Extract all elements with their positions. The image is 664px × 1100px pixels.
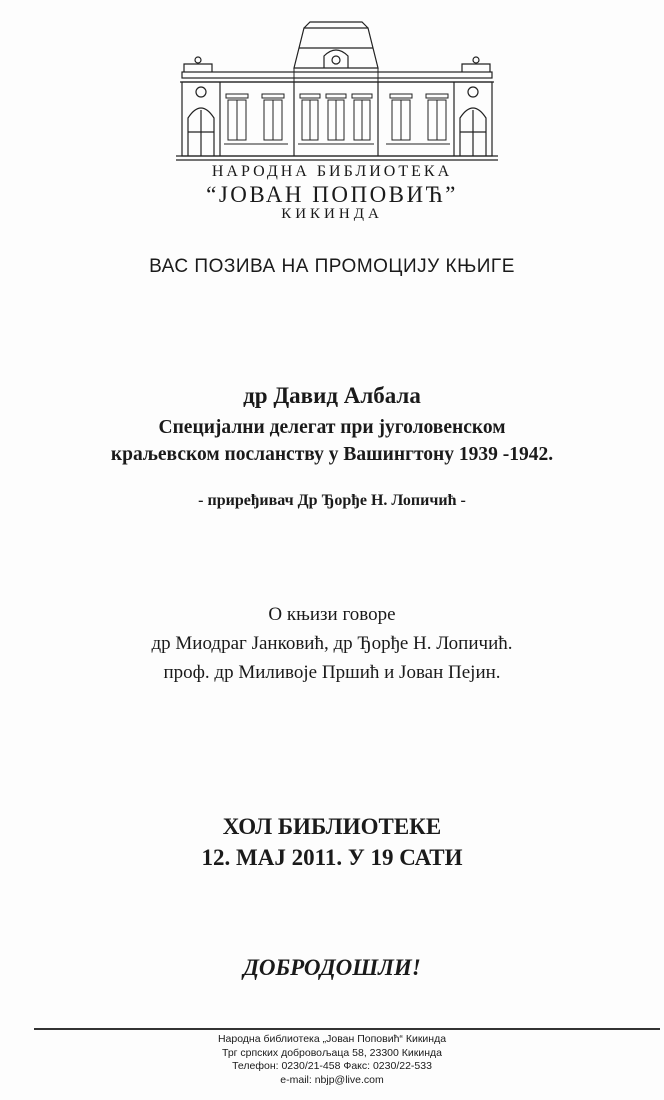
speakers-names: проф. др Миливоје Пршић и Јован Пејин. bbox=[163, 662, 501, 683]
footer-line: Телефон: 0230/21-458 Факс: 0230/22-533 bbox=[232, 1060, 432, 1072]
book-title-line: Специјални делегат при југоловенском bbox=[158, 417, 506, 438]
footer-contact bbox=[0, 1033, 664, 1087]
footer-divider bbox=[34, 1028, 660, 1030]
event-venue: ХОЛ БИБЛИОТЕКЕ bbox=[222, 814, 442, 839]
library-title: “ЈОВАН ПОПОВИЋ” bbox=[206, 182, 458, 207]
event-block bbox=[0, 811, 664, 873]
footer-line: Народна библиотека „Јован Поповић“ Кикинда bbox=[217, 1033, 447, 1045]
footer-line: Трг српских добровољаца 58, 23300 Кикинда bbox=[222, 1046, 442, 1059]
book-title bbox=[0, 414, 664, 468]
footer-email: e-mail: nbjp@live.com bbox=[280, 1073, 384, 1086]
speakers-intro: О књизи говоре bbox=[268, 604, 396, 625]
library-name: НАРОДНА БИБЛИОТЕКА bbox=[211, 163, 453, 180]
speakers-block bbox=[0, 600, 664, 687]
event-datetime: 12. МАЈ 2011. У 19 САТИ bbox=[201, 845, 463, 870]
invitation-text: ВАС ПОЗИВА НА ПРОМОЦИЈУ КЊИГЕ bbox=[149, 256, 515, 277]
library-building-icon bbox=[176, 20, 498, 162]
speakers-names: др Миодраг Јанковић, др Ђорђе Н. Лопичић. bbox=[151, 633, 513, 654]
book-editor: - приређивач Др Ђорђе Н. Лопичић - bbox=[198, 492, 466, 509]
book-author: др Давид Албала bbox=[243, 383, 421, 408]
welcome-text: ДОБРОДОШЛИ! bbox=[243, 955, 421, 980]
library-city: КИКИНДА bbox=[281, 206, 383, 222]
book-title-line: краљевском посланству у Вашингтону 1939 -1942. bbox=[110, 444, 554, 465]
